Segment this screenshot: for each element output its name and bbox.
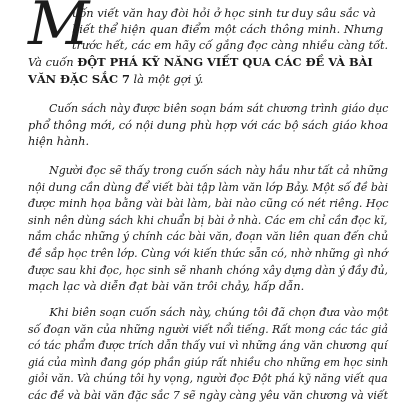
paragraph-4-line: giá của mình đang góp phần giúp rất nhiều cho những em học sinh (28, 354, 389, 369)
intro-line-4-prefix: Và cuốn (28, 55, 74, 69)
paragraph-4-line: số đoạn văn của những người viết nổi tiếng. Rất mong các tác giả (28, 321, 388, 336)
book-title-part-2: VĂN ĐẶC SẮC 7 (28, 72, 130, 86)
paragraph-4-line: Khi biên soạn cuốn sách này, chúng tôi đã chọn đưa vào một (49, 305, 389, 319)
paragraph-3-line: nội dung cần dùng để viết bài tập làm văn lớp Bảy. Một số đề bài (28, 179, 388, 194)
paragraph-4-line: các đề và bài văn đặc sắc 7 sẽ ngày càng yêu văn chương và viết (28, 387, 389, 402)
paragraph-4-line: giỏi văn. Và chúng tôi hy vọng, người đọc Đột phá kỹ năng viết qua (28, 371, 388, 386)
intro-line-3: trước hết, các em hãy cố gắng đọc càng nhiều càng tốt. (72, 38, 389, 52)
paragraph-3-line: được sau khi đọc, học sinh sẽ nhanh chóng xây dựng dàn ý đầy đủ, (28, 262, 388, 277)
paragraph-2-line: Cuốn sách này được biên soạn bám sát chương trình giáo dục (49, 101, 389, 115)
paragraph-2 (28, 100, 389, 150)
paragraph-3-line: được minh họa bằng vài bài làm, bài nào cũng có nét riêng. Học (28, 196, 389, 211)
book-title-part-1: ĐỘT PHÁ KỸ NĂNG VIẾT QUA CÁC ĐỀ VÀ BÀI (77, 55, 373, 69)
paragraph-4-line: có tác phẩm được trích dẫn thấy vui vì những áng văn chương quí (28, 338, 388, 353)
paragraph-3-line: sinh nên dùng sách khi chuẩn bị bài ở nhà. Các em chỉ cần đọc kĩ, (28, 212, 388, 227)
paragraph-3-line: nắm chắc những ý chính các bài văn, đoạn văn liên quan đến chủ (28, 229, 389, 244)
paragraph-3-line: mạch lạc và diễn đạt bài văn trôi chảy, hấp dẫn. (28, 279, 305, 294)
intro-line-2: biết thể hiện quan điểm một cách thông minh. Nhưng (72, 22, 384, 36)
intro-line-1: uốn viết văn hay đòi hỏi ở học sinh tư duy sâu sắc và (72, 6, 376, 20)
paragraph-4 (28, 304, 389, 404)
paragraph-2-line: phổ thông mới, có nội dung phù hợp với các bộ sách giáo khoa (28, 117, 389, 132)
paragraph-2-line: hiện hành. (28, 134, 90, 149)
drop-cap: M (28, 0, 90, 59)
paragraph-3-line: Người đọc sẽ thấy trong cuốn sách này hầu như tất cả những (49, 163, 389, 177)
intro-line-4 (28, 55, 373, 69)
intro-line-5 (28, 72, 203, 86)
paragraph-3 (28, 162, 389, 295)
intro-line-5-suffix: là một gợi ý. (133, 72, 204, 86)
paragraph-3-line: đề sắp học trên lớp. Cùng với kiến thức sẵn có, nhờ những gì nhớ (28, 245, 388, 260)
